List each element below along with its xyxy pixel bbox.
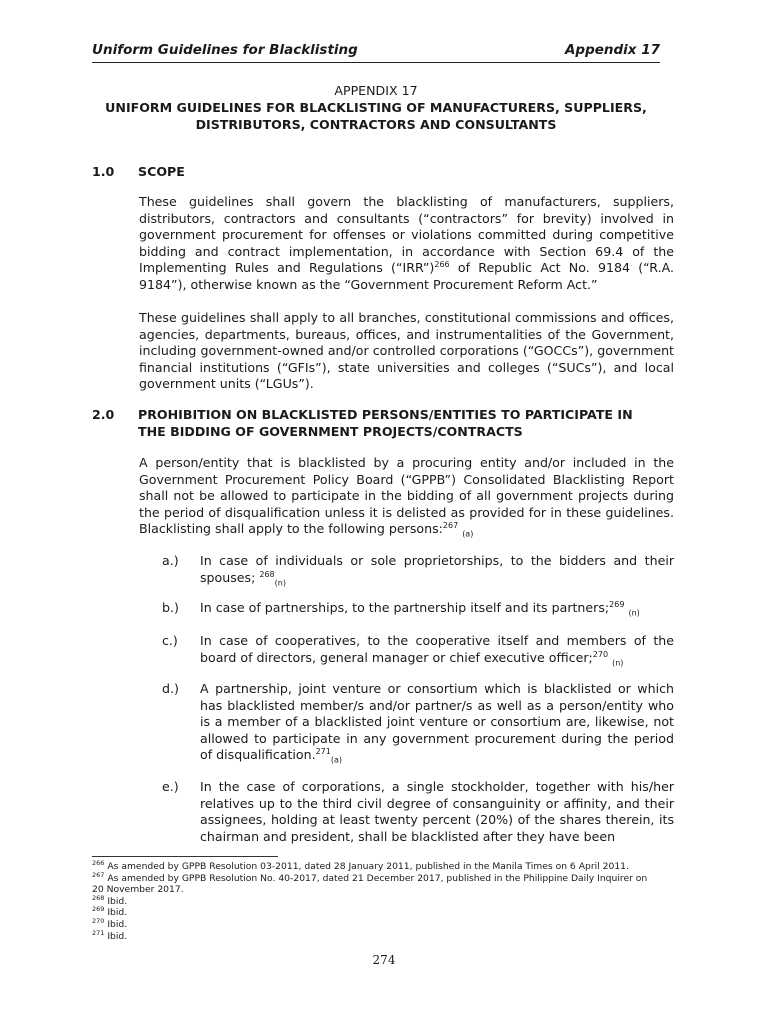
footnote-ref: 269 — [609, 599, 625, 609]
section-number: 1.0 — [92, 164, 115, 179]
footnote-ref: 266 — [434, 260, 450, 270]
footnote: $^{270}$ Ibid. — [92, 916, 128, 930]
list-item: d.) A partnership, joint venture or consortium which is blacklisted or which has blacklisted member/s and/or partner/s as well as a person/entity who is a member of a blacklisted joint venture or consortium are, likewise, not allowed to participate in any government procurement during the period of disqualification.$^{271}_{(a)}$ — [162, 681, 674, 765]
amendment-mark: (n) — [612, 658, 624, 668]
amendment-mark: (a) — [462, 529, 474, 539]
section-1-heading — [92, 163, 660, 180]
footnote: $^{271}$ Ibid. — [92, 928, 128, 942]
scope-paragraph-1: These guidelines shall govern the blacklisting of manufacturers, suppliers, distributors, contractors and consultants (“contractors” for brevity) involved in government procurement for offenses or violations committed during competitive bidding and contract implementation, in accordance with Section 69.4 of the Implementing Rules and Regulations (“IRR”)$^{266}$ of Republic Act No. 9184 (“R.A. 9184”), otherwise known as the “Government Procurement Reform Act.” — [139, 194, 674, 292]
footnote-ref: 270 — [592, 649, 609, 659]
scope-paragraph-2: These guidelines shall apply to all branches, constitutional commissions and offices, agencies, departments, bureaus, offices, and instrumentalities of the Government, including government-owned and/or controlled corporations (“GOCCs”), government financial institutions (“GFIs”), state universities and colleges (“SUCs”), and local government units (“LGUs”). — [139, 310, 674, 392]
appendix-label: APPENDIX 17 — [334, 83, 418, 98]
title-line-2: UNIFORM GUIDELINES FOR BLACKLISTING OF MANUFACTURERS, SUPPLIERS, — [105, 100, 647, 115]
running-header — [92, 42, 660, 58]
footnote-ref: 271 — [315, 747, 331, 757]
footnote: $^{269}$ Ibid. — [92, 905, 128, 919]
prohibition-paragraph: A person/entity that is blacklisted by a procuring entity and/or included in the Government Procurement Policy Board (“GPPB”) Consolidated Blacklisting Report shall not be allowed to participate in the bidding of all government projects during the period of disqualification unless it is delisted as provided for in these guidelines. Blacklisting shall apply to the following persons:$^{267}$ $_{(a)}$ — [139, 455, 674, 539]
page-number: 274 — [372, 953, 396, 967]
header-rule — [92, 62, 660, 63]
footnote: $^{266}$ As amended by GPPB Resolution 03-2011, dated 28 January 2011, published in the Manila Times on 6 April 2011. — [92, 858, 629, 872]
footnote: $^{267}$ As amended by GPPB Resolution No. 40-2017, dated 21 December 2017, published in the Philippine Daily Inquirer on 20 November 2017. — [92, 870, 648, 896]
footnote-ref: 267 — [442, 521, 459, 531]
title-line-3: DISTRIBUTORS, CONTRACTORS AND CONSULTANTS — [195, 117, 557, 132]
list-item: c.) In case of cooperatives, to the cooperative itself and members of the board of directors, general manager or chief executive officer;$^{270}$ $_{(n)}$ — [162, 633, 674, 668]
section-title: SCOPE — [138, 164, 185, 179]
section-2-heading — [92, 406, 660, 440]
header-appendix: Appendix 17 — [564, 42, 660, 58]
footnote: $^{268}$ Ibid. — [92, 893, 128, 907]
section-title: PROHIBITION ON BLACKLISTED PERSONS/ENTITIES TO PARTICIPATE IN THE BIDDING OF GOVERNMENT PROJECTS/CONTRACTS — [138, 407, 633, 439]
header-title: Uniform Guidelines for Blacklisting — [92, 42, 358, 58]
amendment-mark: (n) — [274, 578, 286, 588]
footnote-ref: 268 — [259, 569, 275, 579]
document-title — [92, 82, 660, 133]
footnotes — [92, 858, 660, 942]
section-number: 2.0 — [92, 407, 115, 422]
amendment-mark: (n) — [628, 608, 640, 618]
amendment-mark: (a) — [330, 755, 343, 765]
list-item: a.) In case of individuals or sole proprietorships, to the bidders and their spouses; $^{268}_{(n)}$ — [162, 553, 674, 588]
footnote-separator — [92, 856, 278, 857]
list-item: e.) In the case of corporations, a single stockholder, together with his/her relatives up to the third civil degree of consanguinity or affinity, and their assignees, holding at least twenty percent (20%) of the shares therein, its chairman and president, shall be blacklisted after they have been — [162, 779, 674, 844]
list-item: b.) In case of partnerships, to the partnership itself and its partners;$^{269}$ $_{(n)}$ — [162, 599, 640, 618]
